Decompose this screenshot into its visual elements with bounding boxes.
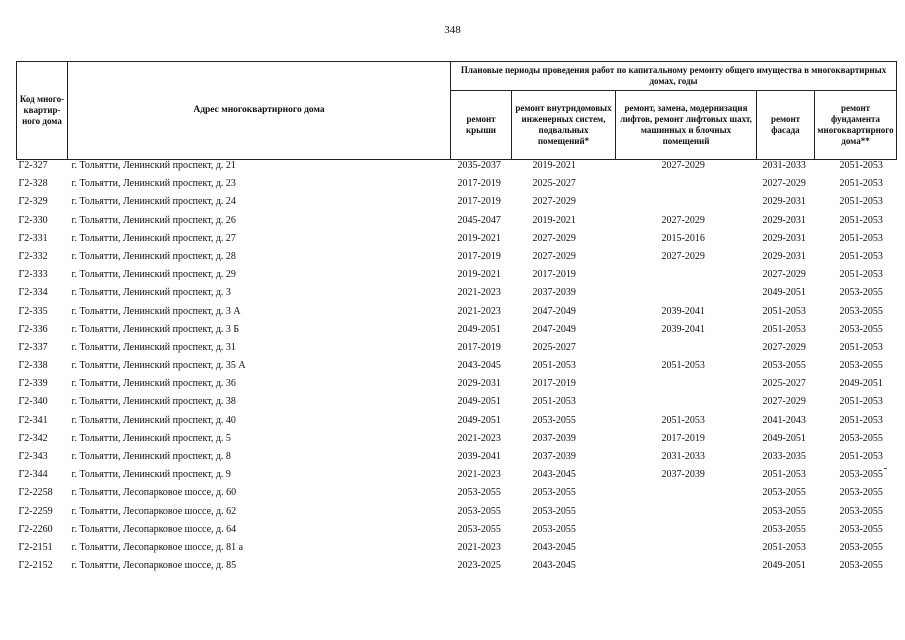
cell-facade: 2041-2043 — [762, 414, 806, 426]
cell-systems: 2047-2049 — [532, 305, 576, 317]
cell-address: г. Тольятти, Ленинский проспект, д. 28 — [71, 250, 236, 262]
cell-foundation: 2053-2055 — [839, 541, 883, 553]
table-row — [17, 560, 897, 578]
table-body — [17, 160, 897, 579]
cell-code: Г2-335 — [18, 305, 48, 317]
header-periods: Плановые периоды проведения работ по капитальному ремонту общего имущества в многоквартирных домах, годы — [451, 62, 897, 91]
cell-foundation: 2051-2053 — [839, 214, 883, 226]
cell-facade: 2051-2053 — [762, 469, 806, 481]
table-row — [17, 160, 897, 179]
cell-code: Г2-342 — [18, 432, 48, 444]
cell-code: Г2-340 — [18, 396, 48, 408]
cell-foundation: 2051-2053 — [839, 414, 883, 426]
cell-roof: 2053-2055 — [457, 505, 501, 517]
cell-address: г. Тольятти, Ленинский проспект, д. 26 — [71, 214, 236, 226]
table-row — [17, 324, 897, 342]
cell-code: Г2-333 — [18, 269, 48, 281]
cell-lifts: 2051-2053 — [661, 360, 705, 372]
cell-systems: 2019-2021 — [532, 214, 576, 226]
cell-code: Г2-331 — [18, 232, 48, 244]
cell-facade: 2029-2031 — [762, 250, 806, 262]
table-row — [17, 396, 897, 414]
cell-code: Г2-336 — [18, 323, 48, 335]
cell-facade: 2027-2029 — [762, 178, 806, 190]
cell-roof: 2021-2023 — [457, 541, 501, 553]
table-row — [17, 233, 897, 251]
cell-facade: 2029-2031 — [762, 214, 806, 226]
cell-lifts: 2027-2029 — [661, 160, 705, 171]
capital-repair-table — [16, 61, 897, 578]
cell-systems: 2053-2055 — [532, 505, 576, 517]
cell-roof: 2019-2021 — [457, 232, 501, 244]
header-roof: ремонт крыши — [451, 91, 512, 160]
header-facade: ремонт фасада — [757, 91, 815, 160]
table-row — [17, 415, 897, 433]
cell-roof: 2021-2023 — [457, 305, 501, 317]
cell-foundation: 2051-2053 — [839, 396, 883, 408]
table-row — [17, 251, 897, 269]
cell-systems: 2027-2029 — [532, 250, 576, 262]
cell-lifts: 2031-2033 — [661, 451, 705, 462]
cell-roof: 2021-2023 — [457, 432, 501, 444]
table-row — [17, 269, 897, 287]
cell-facade: 2049-2051 — [762, 287, 806, 299]
cell-code: Г2-329 — [18, 196, 48, 208]
cell-address: г. Тольятти, Ленинский проспект, д. 36 — [71, 378, 236, 390]
cell-address: г. Тольятти, Ленинский проспект, д. 3 Б — [71, 323, 240, 335]
cell-address: г. Тольятти, Ленинский проспект, д. 3 А — [71, 305, 241, 317]
capital-repair-table-container — [16, 61, 896, 578]
cell-foundation: 2049-2051 — [839, 378, 883, 390]
cell-facade: 2053-2055 — [762, 523, 806, 535]
cell-foundation: 2051-2053 — [839, 341, 883, 353]
table-row — [17, 433, 897, 451]
table-row — [17, 342, 897, 360]
header-lifts: ремонт, замена, модернизация лифтов, ремонт лифтовых шахт, машинных и блочных помещений — [616, 91, 757, 160]
cell-lifts — [616, 560, 757, 578]
cell-foundation: 2053-2055 — [839, 487, 883, 499]
cell-foundation: 2053-2055 — [839, 287, 883, 299]
cell-foundation: 2051-2053 — [839, 269, 883, 281]
cell-systems: 2025-2027 — [532, 341, 576, 353]
cell-address: г. Тольятти, Ленинский проспект, д. 29 — [71, 269, 236, 281]
header-code: Код много-квартир-ного дома — [17, 62, 68, 160]
cell-facade: 2051-2053 — [762, 323, 806, 335]
cell-facade: 2027-2029 — [762, 341, 806, 353]
cell-code: Г2-2259 — [18, 505, 53, 517]
cell-code: Г2-344 — [18, 469, 48, 481]
cell-foundation: 2051-2053 — [839, 451, 883, 462]
cell-code: Г2-328 — [18, 178, 48, 190]
cell-address: г. Тольятти, Ленинский проспект, д. 5 — [71, 432, 231, 444]
cell-systems: 2043-2045 — [532, 541, 576, 553]
cell-address: г. Тольятти, Ленинский проспект, д. 27 — [71, 232, 236, 244]
cell-facade: 2029-2031 — [762, 232, 806, 244]
header-address: Адрес многоквартирного дома — [68, 62, 451, 160]
cell-lifts — [616, 396, 757, 414]
cell-foundation: 2051-2053 — [839, 232, 883, 244]
cell-code: Г2-341 — [18, 414, 48, 426]
cell-foundation: 2051-2053 — [839, 160, 883, 171]
cell-facade: 2053-2055 — [762, 360, 806, 372]
cell-lifts — [616, 378, 757, 396]
cell-roof: 2049-2051 — [457, 396, 501, 408]
cell-lifts: 2051-2053 — [661, 414, 705, 426]
cell-roof: 2023-2025 — [457, 560, 501, 572]
cell-lifts: 2017-2019 — [661, 432, 705, 444]
cell-facade: 2051-2053 — [762, 305, 806, 317]
table-row — [17, 306, 897, 324]
cell-facade: 2027-2029 — [762, 269, 806, 281]
cell-lifts — [616, 342, 757, 360]
cell-code: Г2-2260 — [18, 523, 53, 535]
table-row — [17, 506, 897, 524]
cell-lifts — [616, 196, 757, 214]
cell-systems: 2053-2055 — [532, 523, 576, 535]
cell-address: г. Тольятти, Лесопарковое шоссе, д. 60 — [71, 487, 237, 499]
cell-roof: 2017-2019 — [457, 250, 501, 262]
cell-lifts: 2027-2029 — [661, 214, 705, 226]
cell-address: г. Тольятти, Лесопарковое шоссе, д. 64 — [71, 523, 237, 535]
cell-systems: 2019-2021 — [532, 160, 576, 171]
cell-code: Г2-334 — [18, 287, 48, 299]
cell-code: Г2-327 — [18, 160, 48, 171]
cell-systems: 2043-2045 — [532, 469, 576, 481]
cell-systems: 2051-2053 — [532, 360, 576, 372]
cell-code: Г2-2151 — [18, 541, 53, 553]
cell-address: г. Тольятти, Ленинский проспект, д. 35 А — [71, 360, 246, 372]
cell-roof: 2017-2019 — [457, 178, 501, 190]
cell-lifts — [616, 542, 757, 560]
cell-address: г. Тольятти, Лесопарковое шоссе, д. 81 а — [71, 541, 244, 553]
scan-mark — [884, 468, 887, 469]
cell-systems: 2037-2039 — [532, 432, 576, 444]
cell-foundation: 2051-2053 — [839, 196, 883, 208]
cell-facade: 2025-2027 — [762, 378, 806, 390]
cell-code: Г2-338 — [18, 360, 48, 372]
cell-address: г. Тольятти, Ленинский проспект, д. 38 — [71, 396, 236, 408]
cell-facade: 2051-2053 — [762, 541, 806, 553]
cell-address: г. Тольятти, Ленинский проспект, д. 21 — [71, 160, 236, 171]
cell-address: г. Тольятти, Ленинский проспект, д. 40 — [71, 414, 236, 426]
cell-address: г. Тольятти, Лесопарковое шоссе, д. 62 — [71, 505, 237, 517]
table-row — [17, 178, 897, 196]
cell-lifts — [616, 178, 757, 196]
cell-lifts — [616, 506, 757, 524]
cell-lifts: 2039-2041 — [661, 305, 705, 317]
cell-code: Г2-2258 — [18, 487, 53, 499]
cell-address: г. Тольятти, Лесопарковое шоссе, д. 85 — [71, 560, 237, 572]
cell-code: Г2-330 — [18, 214, 48, 226]
cell-roof: 2053-2055 — [457, 487, 501, 499]
cell-lifts: 2027-2029 — [661, 250, 705, 262]
cell-facade: 2049-2051 — [762, 432, 806, 444]
table-row — [17, 487, 897, 505]
table-row — [17, 215, 897, 233]
cell-roof: 2017-2019 — [457, 196, 501, 208]
cell-systems: 2053-2055 — [532, 487, 576, 499]
table-row — [17, 378, 897, 396]
page-number: 348 — [444, 24, 461, 36]
cell-roof: 2017-2019 — [457, 341, 501, 353]
cell-lifts — [616, 524, 757, 542]
cell-facade: 2049-2051 — [762, 560, 806, 572]
cell-roof: 2053-2055 — [457, 523, 501, 535]
cell-systems: 2017-2019 — [532, 378, 576, 390]
cell-address: г. Тольятти, Ленинский проспект, д. 23 — [71, 178, 236, 190]
cell-roof: 2045-2047 — [457, 214, 501, 226]
cell-code: Г2-339 — [18, 378, 48, 390]
cell-facade: 2027-2029 — [762, 396, 806, 408]
cell-foundation: 2053-2055 — [839, 560, 883, 572]
cell-systems: 2027-2029 — [532, 232, 576, 244]
table-row — [17, 524, 897, 542]
cell-systems: 2037-2039 — [532, 451, 576, 462]
cell-foundation: 2053-2055 — [839, 523, 883, 535]
cell-systems: 2043-2045 — [532, 560, 576, 572]
cell-systems: 2017-2019 — [532, 269, 576, 281]
cell-address: г. Тольятти, Ленинский проспект, д. 3 — [71, 287, 231, 299]
table-row — [17, 196, 897, 214]
cell-roof: 2035-2037 — [457, 160, 501, 171]
cell-roof: 2021-2023 — [457, 469, 501, 481]
cell-roof: 2029-2031 — [457, 378, 501, 390]
cell-roof: 2019-2021 — [457, 269, 501, 281]
cell-foundation: 2053-2055 — [839, 360, 883, 372]
cell-lifts — [616, 269, 757, 287]
cell-facade: 2031-2033 — [762, 160, 806, 171]
cell-code: Г2-337 — [18, 341, 48, 353]
cell-systems: 2037-2039 — [532, 287, 576, 299]
cell-lifts — [616, 487, 757, 505]
cell-roof: 2049-2051 — [457, 323, 501, 335]
cell-roof: 2043-2045 — [457, 360, 501, 372]
cell-systems: 2051-2053 — [532, 396, 576, 408]
table-row — [17, 287, 897, 305]
cell-foundation: 2053-2055 — [839, 432, 883, 444]
cell-foundation: 2051-2053 — [839, 250, 883, 262]
cell-roof: 2049-2051 — [457, 414, 501, 426]
cell-address: г. Тольятти, Ленинский проспект, д. 8 — [71, 451, 231, 462]
cell-foundation: 2053-2055 — [839, 469, 883, 481]
cell-facade: 2029-2031 — [762, 196, 806, 208]
cell-address: г. Тольятти, Ленинский проспект, д. 31 — [71, 341, 236, 353]
cell-facade: 2053-2055 — [762, 487, 806, 499]
table-header — [17, 62, 897, 160]
cell-lifts: 2015-2016 — [661, 232, 705, 244]
cell-lifts: 2039-2041 — [661, 323, 705, 335]
cell-facade: 2033-2035 — [762, 451, 806, 462]
cell-systems: 2053-2055 — [532, 414, 576, 426]
cell-foundation: 2053-2055 — [839, 323, 883, 335]
cell-lifts — [616, 287, 757, 305]
cell-foundation: 2053-2055 — [839, 505, 883, 517]
cell-address: г. Тольятти, Ленинский проспект, д. 24 — [71, 196, 236, 208]
cell-foundation: 2051-2053 — [839, 178, 883, 190]
cell-foundation: 2053-2055 — [839, 305, 883, 317]
header-systems: ремонт внутридомовых инженерных систем, подвальных помещений* — [512, 91, 616, 160]
cell-systems: 2027-2029 — [532, 196, 576, 208]
table-row — [17, 360, 897, 378]
cell-address: г. Тольятти, Ленинский проспект, д. 9 — [71, 469, 231, 481]
cell-roof: 2039-2041 — [457, 451, 501, 462]
cell-code: Г2-343 — [18, 451, 48, 462]
table-row — [17, 542, 897, 560]
cell-code: Г2-2152 — [18, 560, 53, 572]
cell-systems: 2047-2049 — [532, 323, 576, 335]
cell-roof: 2021-2023 — [457, 287, 501, 299]
cell-facade: 2053-2055 — [762, 505, 806, 517]
table-row — [17, 469, 897, 487]
table-row — [17, 451, 897, 469]
cell-lifts: 2037-2039 — [661, 469, 705, 481]
cell-systems: 2025-2027 — [532, 178, 576, 190]
header-foundation: ремонт фундамента многоквартирного дома** — [815, 91, 897, 160]
cell-code: Г2-332 — [18, 250, 48, 262]
